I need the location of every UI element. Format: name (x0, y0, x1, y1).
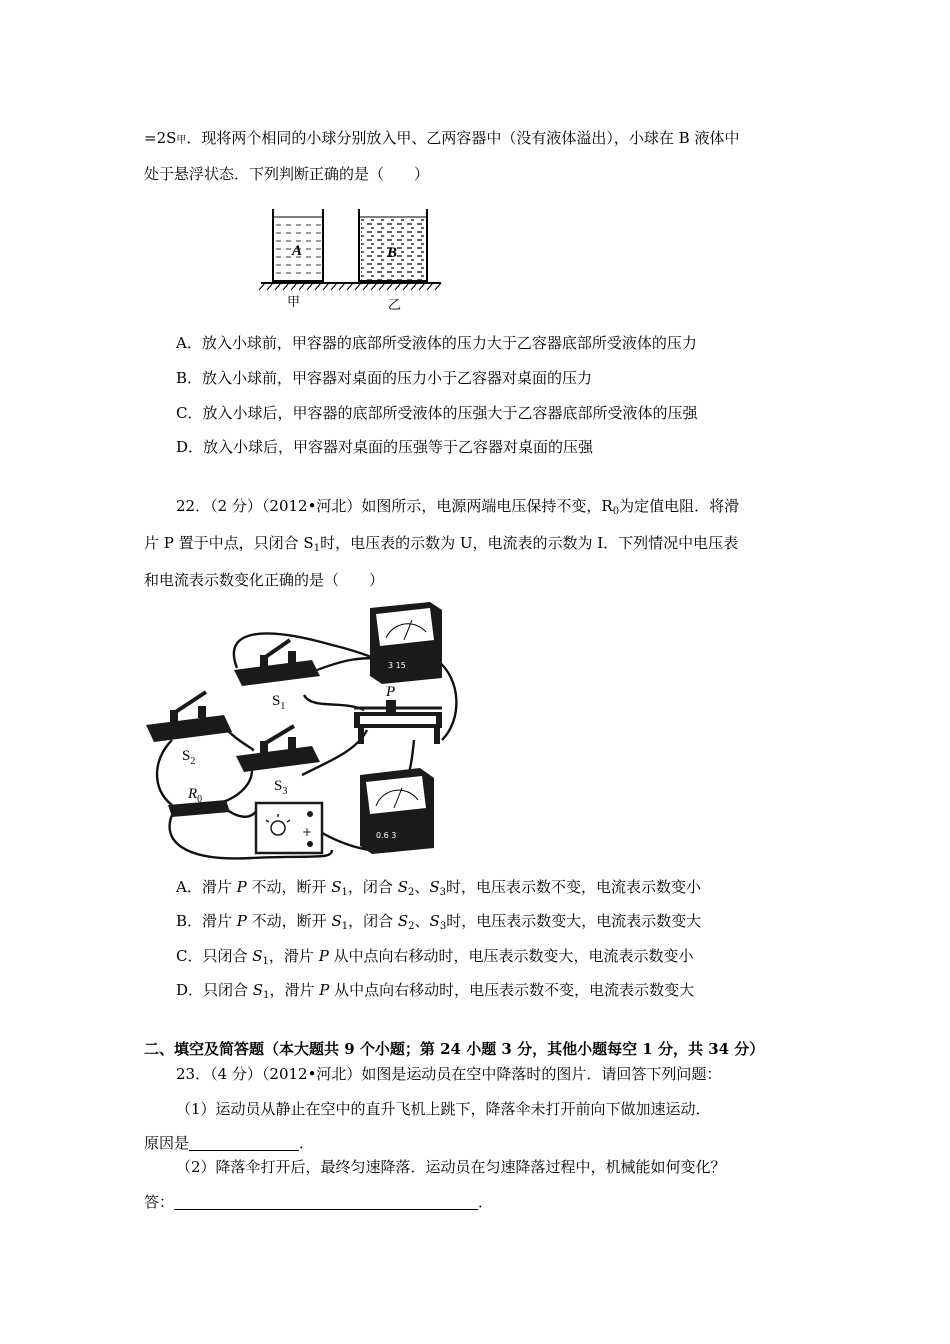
q22a-t3: ，闭合 (347, 878, 398, 896)
q22c-p: P (318, 947, 329, 965)
q22c-t2: ，滑片 (268, 947, 319, 965)
q22d-t2: ，滑片 (269, 981, 320, 999)
q22b-s1: 1 (341, 921, 349, 932)
q22c-t3: 从中点向右移动时，电压表示数变大，电流表示数变小 (328, 947, 694, 965)
q22-l2-text-b: 时，电压表的示数为 U，电流表的示数为 I．下列情况中电压表 (320, 534, 739, 552)
q23-part2: （2）降落伞打开后，最终匀速降落．运动员在匀速降落过程中，机械能如何变化？ (176, 1158, 726, 1176)
q22d-t1: D．只闭合 (176, 981, 253, 999)
q22b-t3: ，闭合 (348, 912, 398, 930)
q23-p1-suffix: ． (299, 1134, 315, 1152)
q22a-t2: 不动，断开 (246, 878, 332, 896)
q22-stem-line1 (176, 496, 739, 522)
q22b-t5: 时，电压表示数变大，电流表示数变大 (446, 912, 702, 930)
q22-option-d (176, 980, 694, 1006)
q23-p1-prefix: 原因是 (144, 1134, 190, 1152)
q22-stem-line2 (144, 533, 738, 559)
svg-text:+: + (302, 825, 313, 839)
q21-stem-line2: 处于悬浮状态．下列判断正确的是（ ） (144, 165, 430, 183)
q21-stem-text-a: =2S (144, 129, 177, 147)
q22b-s3s: 3 (439, 921, 447, 932)
q22d-s1: 1 (263, 990, 270, 1001)
q21-containers-figure (255, 205, 455, 315)
q22-stem-line3: 和电流表示数变化正确的是（ ） (144, 571, 385, 589)
q22-option-b (176, 911, 701, 937)
label-s2: $S_2$ (182, 748, 196, 767)
q22c-t1: C．只闭合 (176, 947, 253, 965)
q22d-s: S (252, 981, 264, 999)
q22a-s3s: 3 (439, 887, 447, 898)
q22-option-a (176, 877, 701, 903)
q22a-p: P (236, 878, 247, 896)
q21-stem-text-b: ．现将两个相同的小球分别放入甲、乙两容器中（没有液体溢出），小球在 B 液体中 (186, 129, 740, 147)
q22-circuit-figure (142, 600, 462, 870)
label-s3: $S_3$ (274, 778, 288, 797)
q22-l1-sub: 0 (612, 506, 620, 517)
label-s1: $S_1$ (272, 693, 286, 712)
ammeter (360, 768, 434, 854)
q22-l2-text-a: 片 P 置于中点，只闭合 S (144, 534, 314, 552)
sliding-rheostat (354, 700, 442, 744)
q21-stem-subscript: 甲 (176, 135, 187, 146)
liquid-a-label: A (292, 243, 303, 259)
q21-stem-line1 (144, 128, 739, 151)
switch-s1 (234, 640, 320, 686)
label-r0: $R_0$ (188, 786, 203, 805)
q23-part1-blank[interactable] (189, 1134, 299, 1151)
q22b-s2s: 2 (408, 921, 415, 932)
q21-option-b: B．放入小球前，甲容器对桌面的压力小于乙容器对桌面的压力 (176, 369, 593, 387)
q22-l2-sub: 1 (313, 543, 321, 554)
label-p: P (386, 684, 396, 700)
q22d-t3: 从中点向右移动时，电压表示数不变，电流表示数变大 (329, 981, 695, 999)
q21-option-d: D．放入小球后，甲容器对桌面的压强等于乙容器对桌面的压强 (176, 438, 594, 456)
q22b-t1: B．滑片 (176, 912, 237, 930)
liquid-b-label: B (387, 245, 398, 261)
q22a-s2s: 2 (407, 887, 415, 898)
q22a-s2: S (397, 878, 408, 896)
q23-part1: （1）运动员从静止在空中的直升飞机上跳下，降落伞未打开前向下做加速运动． (176, 1100, 711, 1118)
q23-p2-prefix: 答： (144, 1193, 175, 1211)
q22c-s1: 1 (262, 956, 269, 967)
q22a-t4: 、 (414, 878, 430, 896)
switch-s3 (236, 726, 320, 772)
q23-part1-answer (144, 1133, 314, 1153)
ammeter-scale: 0.6 3 (376, 831, 397, 840)
switch-s2 (146, 692, 232, 742)
q22a-s3: S (429, 878, 440, 896)
q22b-t4: 、 (414, 912, 430, 930)
q22a-t5: 时，电压表示数不变，电流表示数变小 (446, 878, 702, 896)
table-surface (259, 283, 441, 290)
q23-part2-blank[interactable] (174, 1193, 478, 1210)
battery-box (256, 803, 322, 853)
q23-p2-suffix: ． (478, 1193, 494, 1211)
q21-option-a: A．放入小球前，甲容器的底部所受液体的压力大于乙容器底部所受液体的压力 (176, 334, 697, 352)
q22b-p: P (236, 912, 247, 930)
q22a-t1: A．滑片 (176, 878, 237, 896)
q22d-p: P (319, 981, 330, 999)
q22c-s: S (252, 947, 263, 965)
q22b-t2: 不动，断开 (246, 912, 332, 930)
q22-option-c (176, 946, 694, 972)
q23-part2-answer (144, 1192, 493, 1212)
section-2-heading: 二、填空及简答题（本大题共 9 个小题；第 24 小题 3 分，其他小题每空 1 分，共 34 分） (144, 1040, 765, 1058)
voltmeter-scale: 3 15 (388, 661, 406, 670)
label-jia: 甲 (287, 295, 301, 310)
voltmeter (370, 602, 442, 684)
q22a-s: S (331, 878, 342, 896)
q21-option-c: C．放入小球后，甲容器的底部所受液体的压强大于乙容器底部所受液体的压强 (176, 404, 698, 422)
q22b-s: S (331, 912, 342, 930)
q23-stem: 23．（4 分）（2012•河北）如图是运动员在空中降落时的图片．请回答下列问题： (176, 1065, 722, 1083)
label-yi: 乙 (388, 298, 402, 313)
q22a-s1: 1 (341, 887, 348, 898)
q22-l1-text-b: 为定值电阻．将滑 (619, 497, 740, 515)
q22-l1-text-a: 22．（2 分）（2012•河北）如图所示，电源两端电压保持不变，R (176, 497, 613, 515)
q22b-s2: S (397, 912, 409, 930)
q22b-s3: S (429, 912, 440, 930)
